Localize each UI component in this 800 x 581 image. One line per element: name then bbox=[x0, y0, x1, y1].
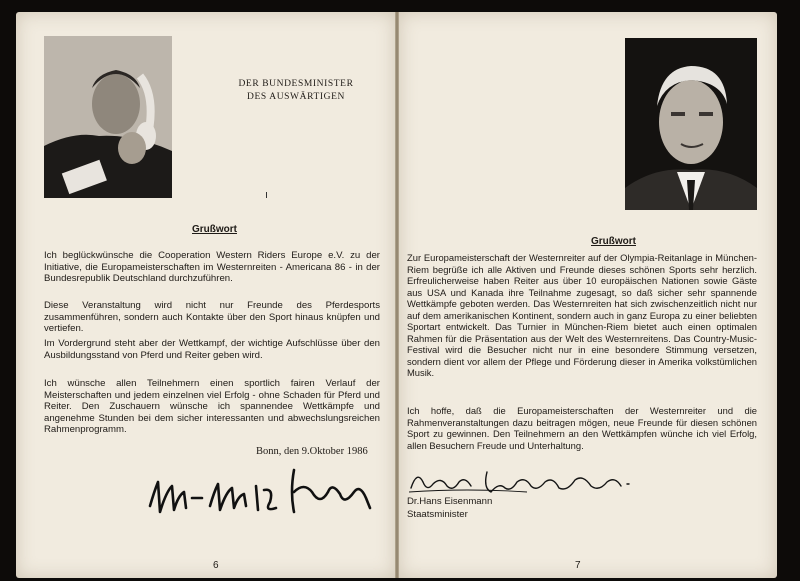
minister-photo-telephone bbox=[44, 36, 172, 198]
ministry-heading-line2: DES AUSWÄRTIGEN bbox=[247, 92, 345, 102]
left-paragraph-2: Diese Veranstaltung wird nicht nur Freunde des Pferdesports zusammenführen, sondern auch Kontakte über den Sport hinaus knüpfen und vertiefen. bbox=[44, 300, 380, 334]
left-paragraph-1: Ich beglückwünsche die Cooperation Western Riders Europe e.V. zu der Initiative, die Europameisterschaften im Westernreiten - Americana 86 - in der Bundesrepublik Deutschland durchzuführen. bbox=[44, 250, 380, 284]
right-page bbox=[399, 12, 777, 578]
greeting-title-left: Grußwort bbox=[192, 224, 237, 235]
signature-right bbox=[407, 462, 647, 500]
right-paragraph-1: Zur Europameisterschaft der Westernreiter auf der Olympia-Reitanlage in München-Riem begrüße ich alle Aktiven und Freunde dieses schönen Sports sehr herzlich. Erfreulicherweise haben Reiter aus über 10 europäischen Nationen sowie Gäste aus USA und Kanada ihre Teilnahme zugesagt, so daß sicher sehr spannende Wettkämpfe geboten werden. Das Westernreiten hat sich zwischenzeitlich nicht nur auf dem amerikanischen Kontinent, sondern auch in ganz Europa zu einer beliebten Sportart entwickelt. Das Turnier in München-Riem bietet auch einen optimalen Rahmen für die Präsentation aus der Welt des Westernreitens. Das Country-Music-Festival wird die Besucher nicht nur in eine besondere Stimmung versetzen, sondern dient vor allem der Pflege und Förderung dieser in Amerika volkstümlichen Musik. bbox=[407, 252, 757, 378]
left-page bbox=[16, 12, 395, 578]
greeting-title-right: Grußwort bbox=[591, 236, 636, 247]
page-number-right: 7 bbox=[575, 560, 581, 571]
place-date: Bonn, den 9.Oktober 1986 bbox=[256, 446, 368, 457]
left-paragraph-3: Im Vordergrund steht aber der Wettkampf, der wichtige Aufschlüsse über den Ausbildungsstand von Pferd und Reiter geben wird. bbox=[44, 338, 380, 361]
left-paragraph-4: Ich wünsche allen Teilnehmern einen sportlich fairen Verlauf der Meisterschaften und jedem einzelnen viel Erfolg - ohne Schaden für Pferd und Reiter. Den Zuschauern wünsche ich spannendee Wettkämpfe und angenehme Stunden bei dem sicher interessanten und abwechslungsreichen Rahmenprogramm. bbox=[44, 378, 380, 435]
signature-left bbox=[144, 462, 376, 532]
ministry-heading-line1: DER BUNDESMINISTER bbox=[238, 79, 354, 89]
page-number-left: 6 bbox=[213, 560, 219, 571]
signer-title: Staatsminister bbox=[407, 509, 468, 520]
staatsminister-portrait bbox=[625, 38, 757, 210]
stray-mark bbox=[266, 192, 267, 198]
ministry-heading bbox=[221, 78, 371, 104]
signer-name: Dr.Hans Eisenmann bbox=[407, 496, 493, 507]
right-paragraph-2: Ich hoffe, daß die Europameisterschaften der Westernreiter und die Rahmenveranstaltungen dazu beitragen mögen, neue Freunde für diesen schönen Sport zu gewinnen. Den Teilnehmern an den Wettkämpfen wünche ich viel Erfolg, allen Besuchern Freude und Unterhaltung. bbox=[407, 405, 757, 451]
